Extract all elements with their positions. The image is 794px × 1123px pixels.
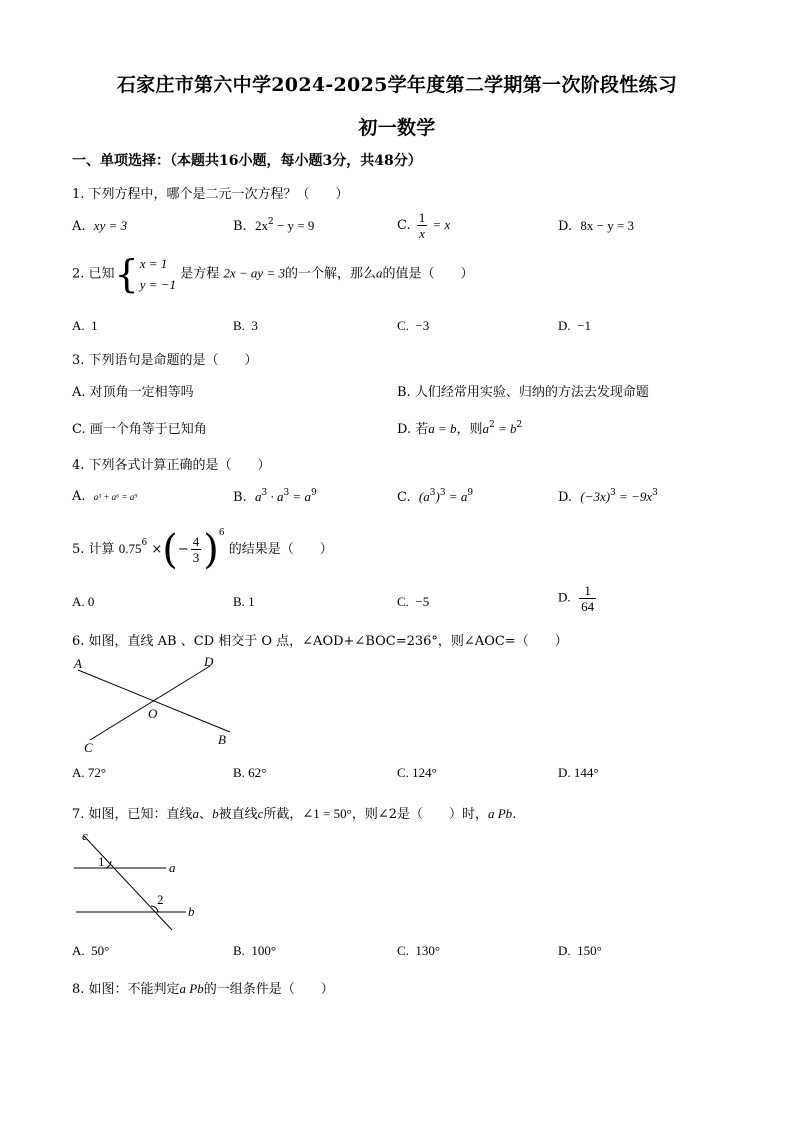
q7-label-c: c — [82, 828, 88, 843]
q3-option-b: B. 人们经常用实验、归纳的方法去发现命题 — [397, 385, 649, 400]
q8-parallel: a Pb — [179, 981, 204, 996]
q6-option-d: D. 144° — [558, 765, 599, 780]
q1-text-d: 8x − y = 3 — [580, 218, 635, 233]
q5-d-den: 64 — [581, 599, 595, 614]
q5-d-num: 1 — [579, 583, 596, 599]
q1-c-den: x — [419, 226, 425, 241]
q5-fraction — [191, 534, 202, 565]
q2-text-c: −3 — [415, 318, 430, 333]
q2-pre: 2. 已知 — [72, 266, 115, 282]
q3-d-b: = b — [494, 421, 517, 436]
q2-sys-line1: x = 1 — [139, 256, 168, 271]
q7-parallel: a Pb — [487, 806, 513, 821]
q5-times: × — [151, 542, 163, 557]
q4-c-a: (a — [418, 489, 430, 504]
q8-post: 的一组条件是（ ） — [203, 982, 334, 997]
q5-den: 3 — [192, 550, 200, 565]
q5-neg: − — [177, 542, 189, 557]
q2-stem — [72, 253, 473, 295]
q4-label-a: A. — [72, 489, 86, 504]
q7-label-1: 1 — [98, 854, 105, 869]
q4-label-b: B. — [233, 490, 247, 505]
q1-option-d — [558, 218, 634, 234]
q3-d-b-exp: 2 — [516, 420, 523, 430]
q1-c-rest: = x — [429, 217, 451, 232]
q1-option-b — [233, 218, 314, 234]
q5-label-c: C. — [397, 594, 409, 609]
q4-d-a: (−3x) — [580, 489, 611, 504]
q6-stem: 6. 如图，直线 AB 、CD 相交于 O 点，∠AOD+∠BOC=236°，则∠AOC=（ ） — [72, 634, 568, 649]
q7-text-c: 130° — [415, 943, 441, 958]
q7-mid3: ，则∠2是（ ）时， — [351, 807, 488, 822]
q5-exp2: 6 — [218, 528, 225, 538]
q7-option-c — [397, 943, 440, 959]
q5-lparen: ( — [162, 526, 178, 573]
q6-option-b: B. 62° — [233, 765, 267, 780]
q7-a: a — [192, 806, 200, 821]
q7-b: b — [212, 806, 219, 821]
q6-label-o: O — [148, 706, 158, 721]
q7-label-2: 2 — [157, 892, 164, 907]
q1-b-exp: 2 — [267, 217, 274, 227]
q5-label-d: D. — [558, 589, 571, 605]
q2-text-a: 1 — [91, 318, 98, 333]
q2-brace: { — [114, 252, 139, 296]
q4-b-eq: = a — [289, 489, 311, 504]
q2-label-c: C. — [397, 318, 409, 333]
q3-d-pre: D. 若 — [397, 422, 429, 437]
q8-pre: 8. 如图：不能判定 — [72, 982, 180, 997]
q4-d-e2: 3 — [652, 488, 658, 498]
q3-d-a-exp: 2 — [489, 420, 495, 430]
q2-option-b — [233, 318, 258, 334]
q2-option-d — [558, 318, 591, 334]
q4-c-e3: 9 — [467, 488, 474, 498]
q7-label-opt-c: C. — [397, 943, 409, 958]
q4-stem: 4. 下列各式计算正确的是（ ） — [72, 458, 271, 473]
q7-text-d: 150° — [577, 943, 602, 958]
q7-option-d — [558, 943, 602, 959]
q3-d-mid: ，则 — [456, 422, 483, 437]
q7-label-a: a — [169, 860, 176, 875]
q2-label-d: D. — [558, 318, 571, 333]
q3-stem: 3. 下列语句是命题的是（ ） — [72, 353, 258, 368]
q7-figure — [70, 826, 210, 934]
q7-pre: 7. 如图，已知：直线 — [72, 807, 193, 822]
q5-exp1: 6 — [141, 538, 148, 548]
section-heading: 一、单项选择：（本题共16小题，每小题3分，共48分） — [72, 153, 422, 169]
q7-stem — [72, 803, 516, 822]
line-c — [84, 836, 172, 930]
page-title: 石家庄市第六中学2024-2025学年度第二学期第一次阶段性练习 — [116, 74, 678, 96]
q2-label-a: A. — [72, 318, 85, 333]
q3-d-a: a — [482, 421, 490, 436]
q4-c-b: ) — [435, 489, 440, 504]
q5-option-c — [397, 594, 429, 610]
q2-option-c — [397, 318, 429, 334]
q4-c-e1: 3 — [429, 488, 436, 498]
q5-text-c: −5 — [415, 594, 430, 609]
q6-label-c: C — [84, 740, 93, 755]
q7-label-b: b — [188, 904, 195, 919]
q1-b-part3: − y = 9 — [273, 218, 315, 233]
q4-text-a: a³ + a⁶ = a⁹ — [93, 492, 138, 502]
q4-b-a: a — [254, 489, 262, 504]
q7-option-a — [72, 943, 109, 959]
q1-b-part1: 2x — [254, 218, 268, 233]
q4-d-e1: 3 — [610, 488, 616, 498]
q2-equation: 2x − ay = 3 — [223, 265, 285, 281]
q8-stem — [72, 978, 334, 997]
q4-b-e2: 3 — [283, 488, 290, 498]
q7-text-b: 100° — [251, 943, 277, 958]
q2-post2: 的一个解，那么 — [284, 266, 376, 282]
line-cd — [90, 666, 210, 740]
q2-post3: 的值是（ ） — [382, 266, 474, 282]
q2-system — [140, 253, 176, 295]
q2-var: a — [375, 265, 383, 281]
q7-label-opt-b: B. — [233, 943, 245, 958]
q4-c-e2: 3 — [439, 488, 446, 498]
q3-option-a: A. 对顶角一定相等吗 — [72, 385, 194, 400]
page-subtitle: 初一数学 — [358, 117, 436, 139]
q1-label-d: D. — [558, 219, 573, 234]
q1-label-c: C. — [397, 218, 411, 233]
q1-c-fraction — [417, 210, 428, 241]
q7-sep: 、 — [199, 807, 213, 822]
q4-c-eq: = a — [445, 489, 468, 504]
q7-mid2: 所截， — [263, 807, 303, 822]
q4-label-c: C. — [397, 490, 411, 505]
q2-text-b: 3 — [251, 318, 258, 333]
q1-option-c — [397, 210, 450, 241]
q6-figure — [70, 652, 240, 760]
q6-label-a: A — [74, 656, 82, 671]
q6-option-c: C. 124° — [397, 765, 437, 780]
q4-b-dot: · a — [267, 489, 284, 504]
q5-post: 的结果是（ ） — [228, 542, 333, 557]
q2-text-d: −1 — [577, 318, 591, 333]
q4-d-eq: = −9x — [615, 489, 653, 504]
q7-option-b — [233, 943, 276, 959]
q4-option-a — [72, 489, 137, 504]
q3-option-c: C. 画一个角等于已知角 — [72, 422, 207, 437]
q7-label-opt-d: D. — [558, 943, 571, 958]
q5-base: 0.75 — [118, 541, 142, 556]
q1-c-num: 1 — [418, 210, 426, 225]
q7-mid: 被直线 — [218, 807, 258, 822]
q1-label-b: B. — [233, 219, 247, 234]
q2-post1: 是方程 — [180, 266, 220, 282]
q5-pre: 5. 计算 — [72, 542, 115, 557]
q6-option-a: A. 72° — [72, 765, 107, 780]
q1-stem: 1. 下列方程中，哪个是二元一次方程？（ ） — [72, 187, 349, 202]
q4-option-b — [233, 489, 317, 505]
q5-rparen: ) — [203, 526, 219, 573]
q4-option-d — [558, 489, 658, 505]
q7-angle: ∠1 = 50° — [302, 806, 352, 821]
q5-stem — [72, 525, 333, 574]
q4-b-e3: 9 — [310, 488, 317, 498]
q2-label-b: B. — [233, 318, 245, 333]
q7-text-a: 50° — [91, 943, 110, 958]
q4-label-d: D. — [558, 490, 573, 505]
q1-option-a — [72, 218, 127, 234]
q3-option-d — [397, 418, 522, 437]
q5-option-b: B. 1 — [233, 594, 255, 609]
q4-b-e1: 3 — [261, 488, 268, 498]
q5-d-fraction — [579, 583, 596, 614]
q5-option-a: A. 0 — [72, 594, 95, 609]
q5-option-d — [558, 583, 598, 614]
q5-num: 4 — [192, 534, 200, 549]
q4-option-c — [397, 489, 473, 505]
q6-label-d: D — [204, 654, 214, 669]
q7-end: . — [512, 807, 517, 822]
q1-label-a: A. — [72, 219, 86, 234]
q3-d-cond: a = b — [428, 421, 457, 436]
q2-option-a — [72, 318, 98, 334]
q1-text-a: xy = 3 — [93, 218, 128, 233]
q2-sys-line2: y = −1 — [139, 277, 177, 292]
q7-label-opt-a: A. — [72, 943, 85, 958]
q6-label-b: B — [218, 732, 226, 747]
q7-c: c — [257, 806, 264, 821]
